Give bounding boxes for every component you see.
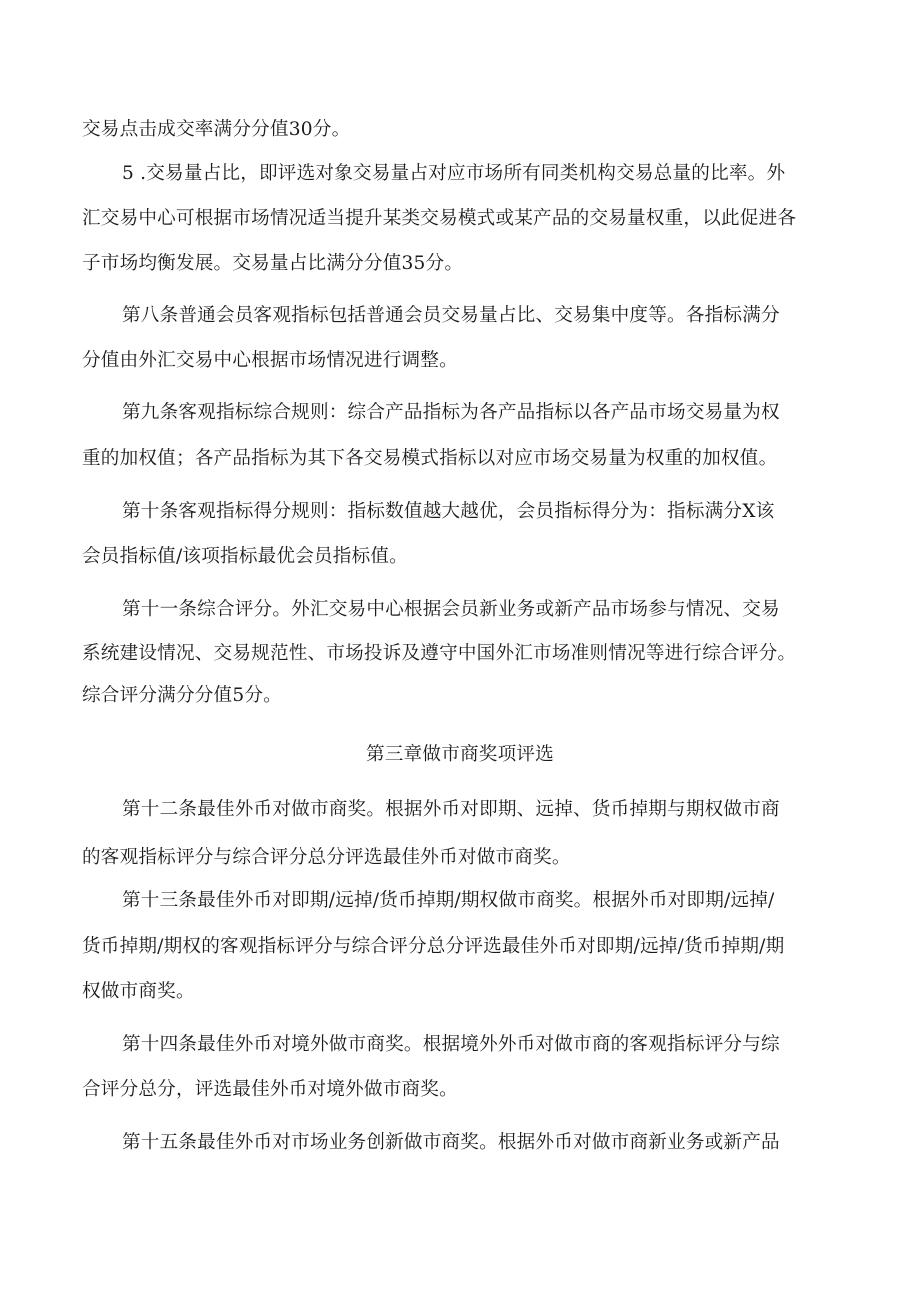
text-line: 第十五条最佳外币对市场业务创新做市商奖。根据外币对做市商新业务或新产品 <box>122 1132 780 1153</box>
text-line: 子市场均衡发展。交易量占比满分分值35分。 <box>82 253 464 274</box>
text-line: 重的加权值；各产品指标为其下各交易模式指标以对应市场交易量为权重的加权值。 <box>82 448 778 469</box>
text-line: 交易点击成交率满分分值30分。 <box>82 119 351 140</box>
chapter-heading: 第三章做市商奖项评选 <box>366 744 554 765</box>
text-line: 第十二条最佳外币对做市商奖。根据外币对即期、远掉、货币掉期与期权做市商 <box>122 799 780 820</box>
text-line: 综合评分满分分值5分。 <box>82 685 282 706</box>
text-line: 第十一条综合评分。外汇交易中心根据会员新业务或新产品市场参与情况、交易 <box>122 599 780 620</box>
text-line: 第九条客观指标综合规则：综合产品指标为各产品指标以各产品市场交易量为权 <box>122 402 780 423</box>
text-line: 第十三条最佳外币对即期/远掉/货币掉期/期权做市商奖。根据外币对即期/远掉/ <box>122 890 775 911</box>
text-line: 第八条普通会员客观指标包括普通会员交易量占比、交易集中度等。各指标满分 <box>122 305 780 326</box>
text-line: 会员指标值/该项指标最优会员指标值。 <box>82 546 408 567</box>
text-line: 系统建设情况、交易规范性、市场投诉及遵守中国外汇市场准则情况等进行综合评分。 <box>82 643 797 664</box>
text-line: 第十条客观指标得分规则：指标数值越大越优，会员指标得分为：指标满分X该 <box>122 501 775 522</box>
text-line: 5 .交易量占比，即评选对象交易量占对应市场所有同类机构交易总量的比率。外 <box>122 163 786 184</box>
text-line: 汇交易中心可根据市场情况适当提升某类交易模式或某产品的交易量权重，以此促进各 <box>82 208 797 229</box>
text-line: 的客观指标评分与综合评分总分评选最佳外币对做市商奖。 <box>82 847 571 868</box>
text-line: 权做市商奖。 <box>82 981 195 1002</box>
text-line: 货币掉期/期权的客观指标评分与综合评分总分评选最佳外币对即期/远掉/货币掉期/期 <box>82 936 785 957</box>
text-line: 分值由外汇交易中心根据市场情况进行调整。 <box>82 350 458 371</box>
text-line: 第十四条最佳外币对境外做市商奖。根据境外外币对做市商的客观指标评分与综 <box>122 1034 780 1055</box>
text-line: 合评分总分，评选最佳外币对境外做市商奖。 <box>82 1079 458 1100</box>
